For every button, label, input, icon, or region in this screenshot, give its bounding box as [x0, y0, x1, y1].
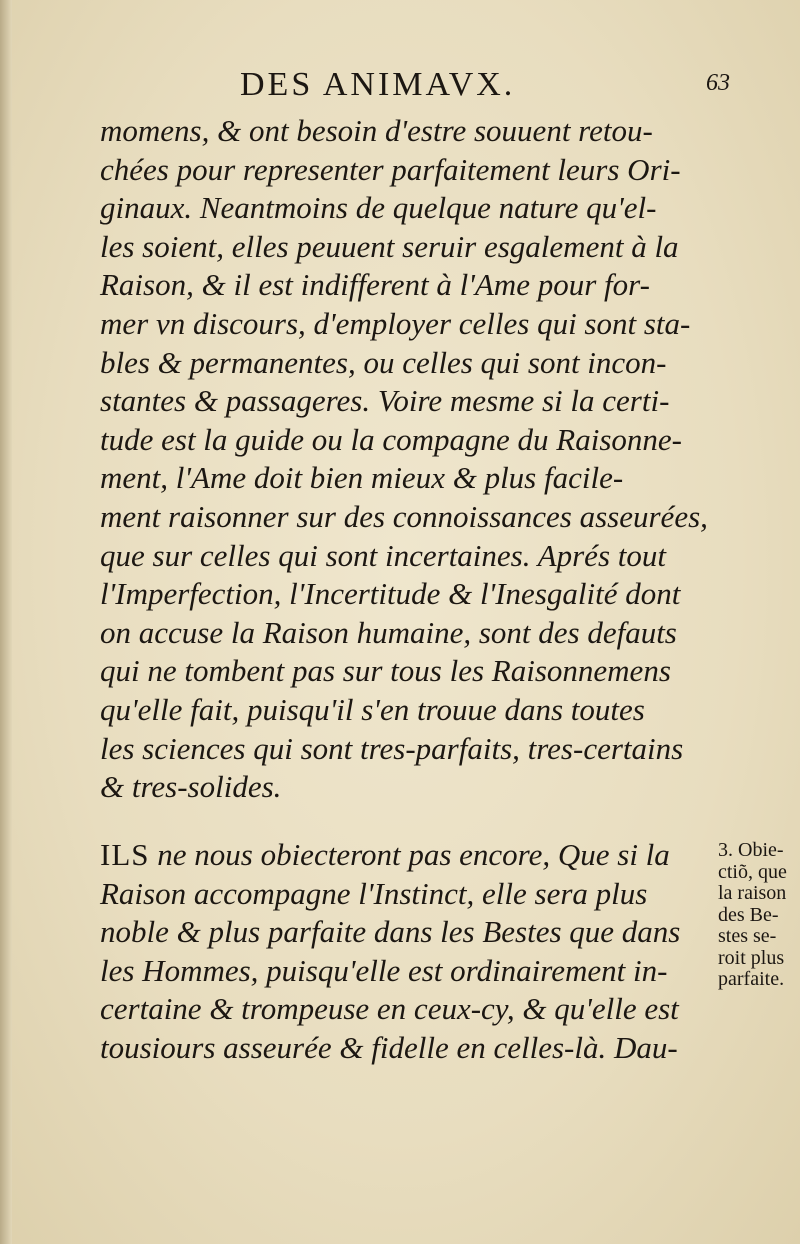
- text-line: Raison, & il est indifferent à l'Ame pour for-: [100, 267, 650, 303]
- text-line: tude est la guide ou la compagne du Raisonne-: [100, 421, 683, 457]
- margin-line: la raison: [718, 882, 787, 904]
- text-line: mer vn discours, d'employer celles qui sont sta-: [100, 305, 691, 341]
- paragraph-1: [100, 112, 710, 807]
- initial-word: ILS: [100, 837, 150, 872]
- text-line: noble & plus parfaite dans les Bestes que dans: [100, 914, 681, 950]
- marginal-note: [718, 840, 798, 991]
- text-line: bles & permanentes, ou celles qui sont incon-: [100, 344, 667, 380]
- text-line: ment, l'Ame doit bien mieux & plus facile-: [100, 460, 624, 496]
- margin-line: stes se-: [718, 925, 777, 947]
- text-line: ginaux. Neantmoins de quelque nature qu'el-: [100, 190, 657, 226]
- text-line: tousiours asseurée & fidelle en celles-là. Dau-: [100, 1029, 678, 1065]
- margin-line: roit plus: [718, 946, 785, 969]
- page-number: 63: [706, 70, 730, 96]
- margin-line: ctiõ, que: [718, 860, 787, 883]
- margin-line: des Be-: [718, 903, 779, 926]
- text-line: l'Imperfection, l'Incertitude & l'Inesgalité dont: [100, 576, 681, 612]
- margin-line: 3. Obie-: [718, 839, 784, 861]
- text-line: on accuse la Raison humaine, sont des defauts: [100, 614, 677, 650]
- text-line: les sciences qui sont tres-parfaits, tres-certains: [100, 730, 684, 766]
- text-line: qui ne tombent pas sur tous les Raisonnemens: [100, 653, 671, 689]
- text-line: stantes & passageres. Voire mesme si la certi-: [100, 383, 670, 419]
- header-title: DES ANIMAVX.: [240, 66, 516, 103]
- text-line: [100, 836, 710, 875]
- text-line: Raison accompagne l'Instinct, elle sera plus: [100, 875, 648, 911]
- text-line: qu'elle fait, puisqu'il s'en trouue dans toutes: [100, 691, 645, 727]
- text-line: & tres-solides.: [100, 769, 282, 805]
- page-gutter: [0, 0, 12, 1244]
- text-line: les soient, elles peuuent seruir esgalement à la: [100, 228, 679, 264]
- margin-line: parfaite.: [718, 968, 785, 990]
- text-fragment: ne nous obiecteront pas encore, Que si la: [149, 837, 670, 872]
- text-line: que sur celles qui sont incertaines. Aprés tout: [100, 537, 666, 573]
- paragraph-2: [100, 836, 710, 1068]
- text-line: certaine & trompeuse en ceux-cy, & qu'elle est: [100, 991, 679, 1027]
- text-line: les Hommes, puisqu'elle est ordinairement in-: [100, 952, 668, 988]
- text-line: ment raisonner sur des connoissances asseurées,: [100, 498, 708, 534]
- text-line: momens, & ont besoin d'estre souuent retou-: [100, 113, 653, 148]
- text-line: chées pour representer parfaitement leurs Ori-: [100, 151, 681, 187]
